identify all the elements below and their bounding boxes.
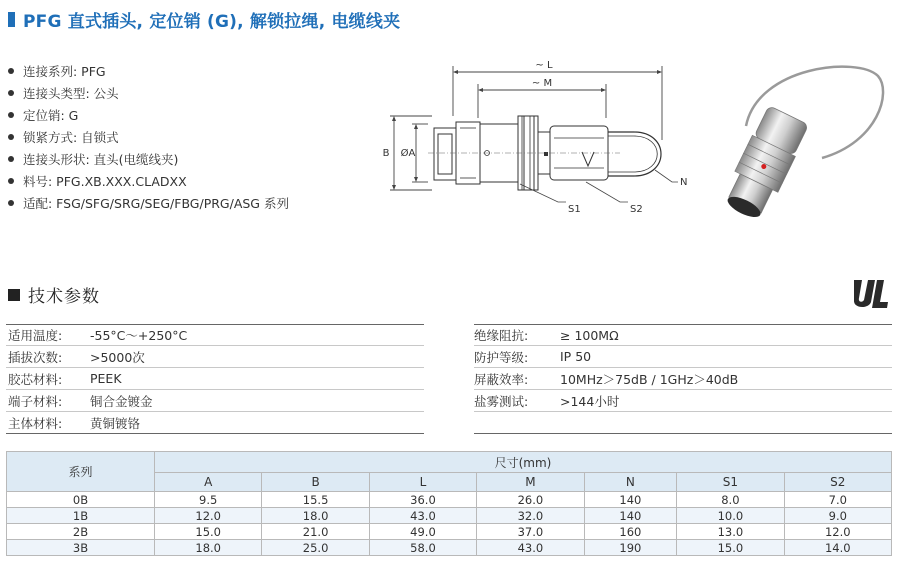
dim-label-l: ~ L xyxy=(535,60,553,71)
dimensions-group-header: 尺寸(mm) xyxy=(155,452,892,473)
params-left xyxy=(6,324,424,434)
param-value: IP 50 xyxy=(560,349,592,364)
column-header: L xyxy=(369,473,476,492)
table-cell: 49.0 xyxy=(369,524,476,540)
column-header: M xyxy=(477,473,584,492)
param-row xyxy=(474,324,892,346)
table-row xyxy=(7,508,892,524)
param-key: 屏蔽效率: xyxy=(474,371,529,387)
table-cell: 43.0 xyxy=(369,508,476,524)
table-cell: 15.5 xyxy=(262,492,369,508)
param-row xyxy=(474,346,892,368)
param-row xyxy=(6,346,424,368)
dim-label-m: ~ M xyxy=(531,78,553,89)
column-header: N xyxy=(584,473,677,492)
spec-item-text: 适配: FSG/SFG/SRG/SEG/FBG/PRG/ASG 系列 xyxy=(23,196,289,211)
param-key: 盐雾测试: xyxy=(474,393,529,409)
section-title xyxy=(8,282,100,307)
section-title-text: 技术参数 xyxy=(28,287,100,307)
connector-photo xyxy=(700,52,890,230)
spec-item xyxy=(8,192,289,214)
table-cell: 36.0 xyxy=(369,492,476,508)
spec-item-text: 连接系列: PFG xyxy=(23,64,106,79)
bullet-dot-icon xyxy=(8,112,14,118)
spec-item-text: 连接头类型: 公头 xyxy=(23,86,119,101)
table-cell: 9.5 xyxy=(155,492,262,508)
param-key: 适用温度: xyxy=(8,328,63,343)
title-square-icon xyxy=(8,12,15,27)
param-value: >5000次 xyxy=(90,349,145,365)
param-value: ≥ 100MΩ xyxy=(560,327,619,343)
param-value: >144小时 xyxy=(560,393,620,409)
bullet-dot-icon xyxy=(8,134,14,140)
spec-item-text: 定位销: G xyxy=(23,108,79,123)
param-value: 黄铜镀铬 xyxy=(90,415,141,431)
param-key: 插拔次数: xyxy=(8,349,63,365)
column-header: S2 xyxy=(784,473,891,492)
table-cell-series: 3B xyxy=(7,540,155,556)
spec-item xyxy=(8,82,289,104)
table-cell-series: 0B xyxy=(7,492,155,508)
param-value: -55°C～+250°C xyxy=(90,328,188,343)
page-title-text: PFG 直式插头, 定位销 (G), 解锁拉绳, 电缆线夹 xyxy=(23,11,401,32)
dim-label-a: ØA xyxy=(400,148,416,159)
bullet-dot-icon xyxy=(8,90,14,96)
param-value: PEEK xyxy=(90,371,122,386)
table-cell: 140 xyxy=(584,508,677,524)
param-row xyxy=(6,324,424,346)
spec-item xyxy=(8,148,289,170)
spec-list xyxy=(8,60,289,214)
table-cell: 15.0 xyxy=(155,524,262,540)
dim-label-s2: S2 xyxy=(630,204,643,215)
dim-label-b: B xyxy=(382,148,390,159)
bullet-dot-icon xyxy=(8,178,14,184)
column-header: S1 xyxy=(677,473,784,492)
section-square-icon xyxy=(8,289,20,301)
param-key: 防护等级: xyxy=(474,349,529,365)
table-cell: 25.0 xyxy=(262,540,369,556)
params-right xyxy=(474,324,892,434)
dim-label-s1: S1 xyxy=(568,204,581,215)
spec-item xyxy=(8,104,289,126)
table-cell: 9.0 xyxy=(784,508,891,524)
dimensions-table xyxy=(6,451,892,556)
table-cell: 18.0 xyxy=(262,508,369,524)
spec-item-text: 料号: PFG.XB.XXX.CLADXX xyxy=(23,174,187,189)
table-row xyxy=(7,524,892,540)
spec-item xyxy=(8,126,289,148)
table-cell: 8.0 xyxy=(677,492,784,508)
table-row xyxy=(7,492,892,508)
param-value: 10MHz＞75dB / 1GHz＞40dB xyxy=(560,371,739,387)
ul-mark-icon xyxy=(848,276,892,312)
table-cell: 140 xyxy=(584,492,677,508)
table-cell: 37.0 xyxy=(477,524,584,540)
param-key: 绝缘阻抗: xyxy=(474,328,529,343)
bullet-dot-icon xyxy=(8,200,14,206)
param-key: 胶芯材料: xyxy=(8,371,63,387)
bullet-dot-icon xyxy=(8,156,14,162)
series-header: 系列 xyxy=(7,452,155,492)
table-cell: 21.0 xyxy=(262,524,369,540)
param-row xyxy=(474,390,892,412)
param-row xyxy=(6,412,424,434)
param-row-empty xyxy=(474,412,892,434)
param-row xyxy=(6,368,424,390)
table-cell: 12.0 xyxy=(155,508,262,524)
table-cell: 190 xyxy=(584,540,677,556)
param-key: 主体材料: xyxy=(8,415,63,431)
param-row xyxy=(6,390,424,412)
column-header: A xyxy=(155,473,262,492)
table-cell: 43.0 xyxy=(477,540,584,556)
page-title xyxy=(8,6,400,32)
table-cell: 14.0 xyxy=(784,540,891,556)
spec-item xyxy=(8,170,289,192)
bullet-dot-icon xyxy=(8,68,14,74)
table-cell-series: 2B xyxy=(7,524,155,540)
spec-item-text: 连接头形状: 直头(电缆线夹) xyxy=(23,152,179,167)
table-cell: 10.0 xyxy=(677,508,784,524)
param-key: 端子材料: xyxy=(8,393,63,409)
param-row xyxy=(474,368,892,390)
table-cell: 7.0 xyxy=(784,492,891,508)
table-cell: 58.0 xyxy=(369,540,476,556)
column-header: B xyxy=(262,473,369,492)
table-cell: 12.0 xyxy=(784,524,891,540)
table-cell: 15.0 xyxy=(677,540,784,556)
table-cell: 18.0 xyxy=(155,540,262,556)
table-cell: 32.0 xyxy=(477,508,584,524)
connector-technical-drawing xyxy=(372,52,698,222)
param-value: 铜合金镀金 xyxy=(90,393,153,409)
spec-item xyxy=(8,60,289,82)
table-cell: 13.0 xyxy=(677,524,784,540)
spec-item-text: 锁紧方式: 自锁式 xyxy=(23,130,119,145)
table-row xyxy=(7,540,892,556)
table-cell: 160 xyxy=(584,524,677,540)
table-cell-series: 1B xyxy=(7,508,155,524)
dim-label-n: N xyxy=(680,177,688,188)
table-cell: 26.0 xyxy=(477,492,584,508)
